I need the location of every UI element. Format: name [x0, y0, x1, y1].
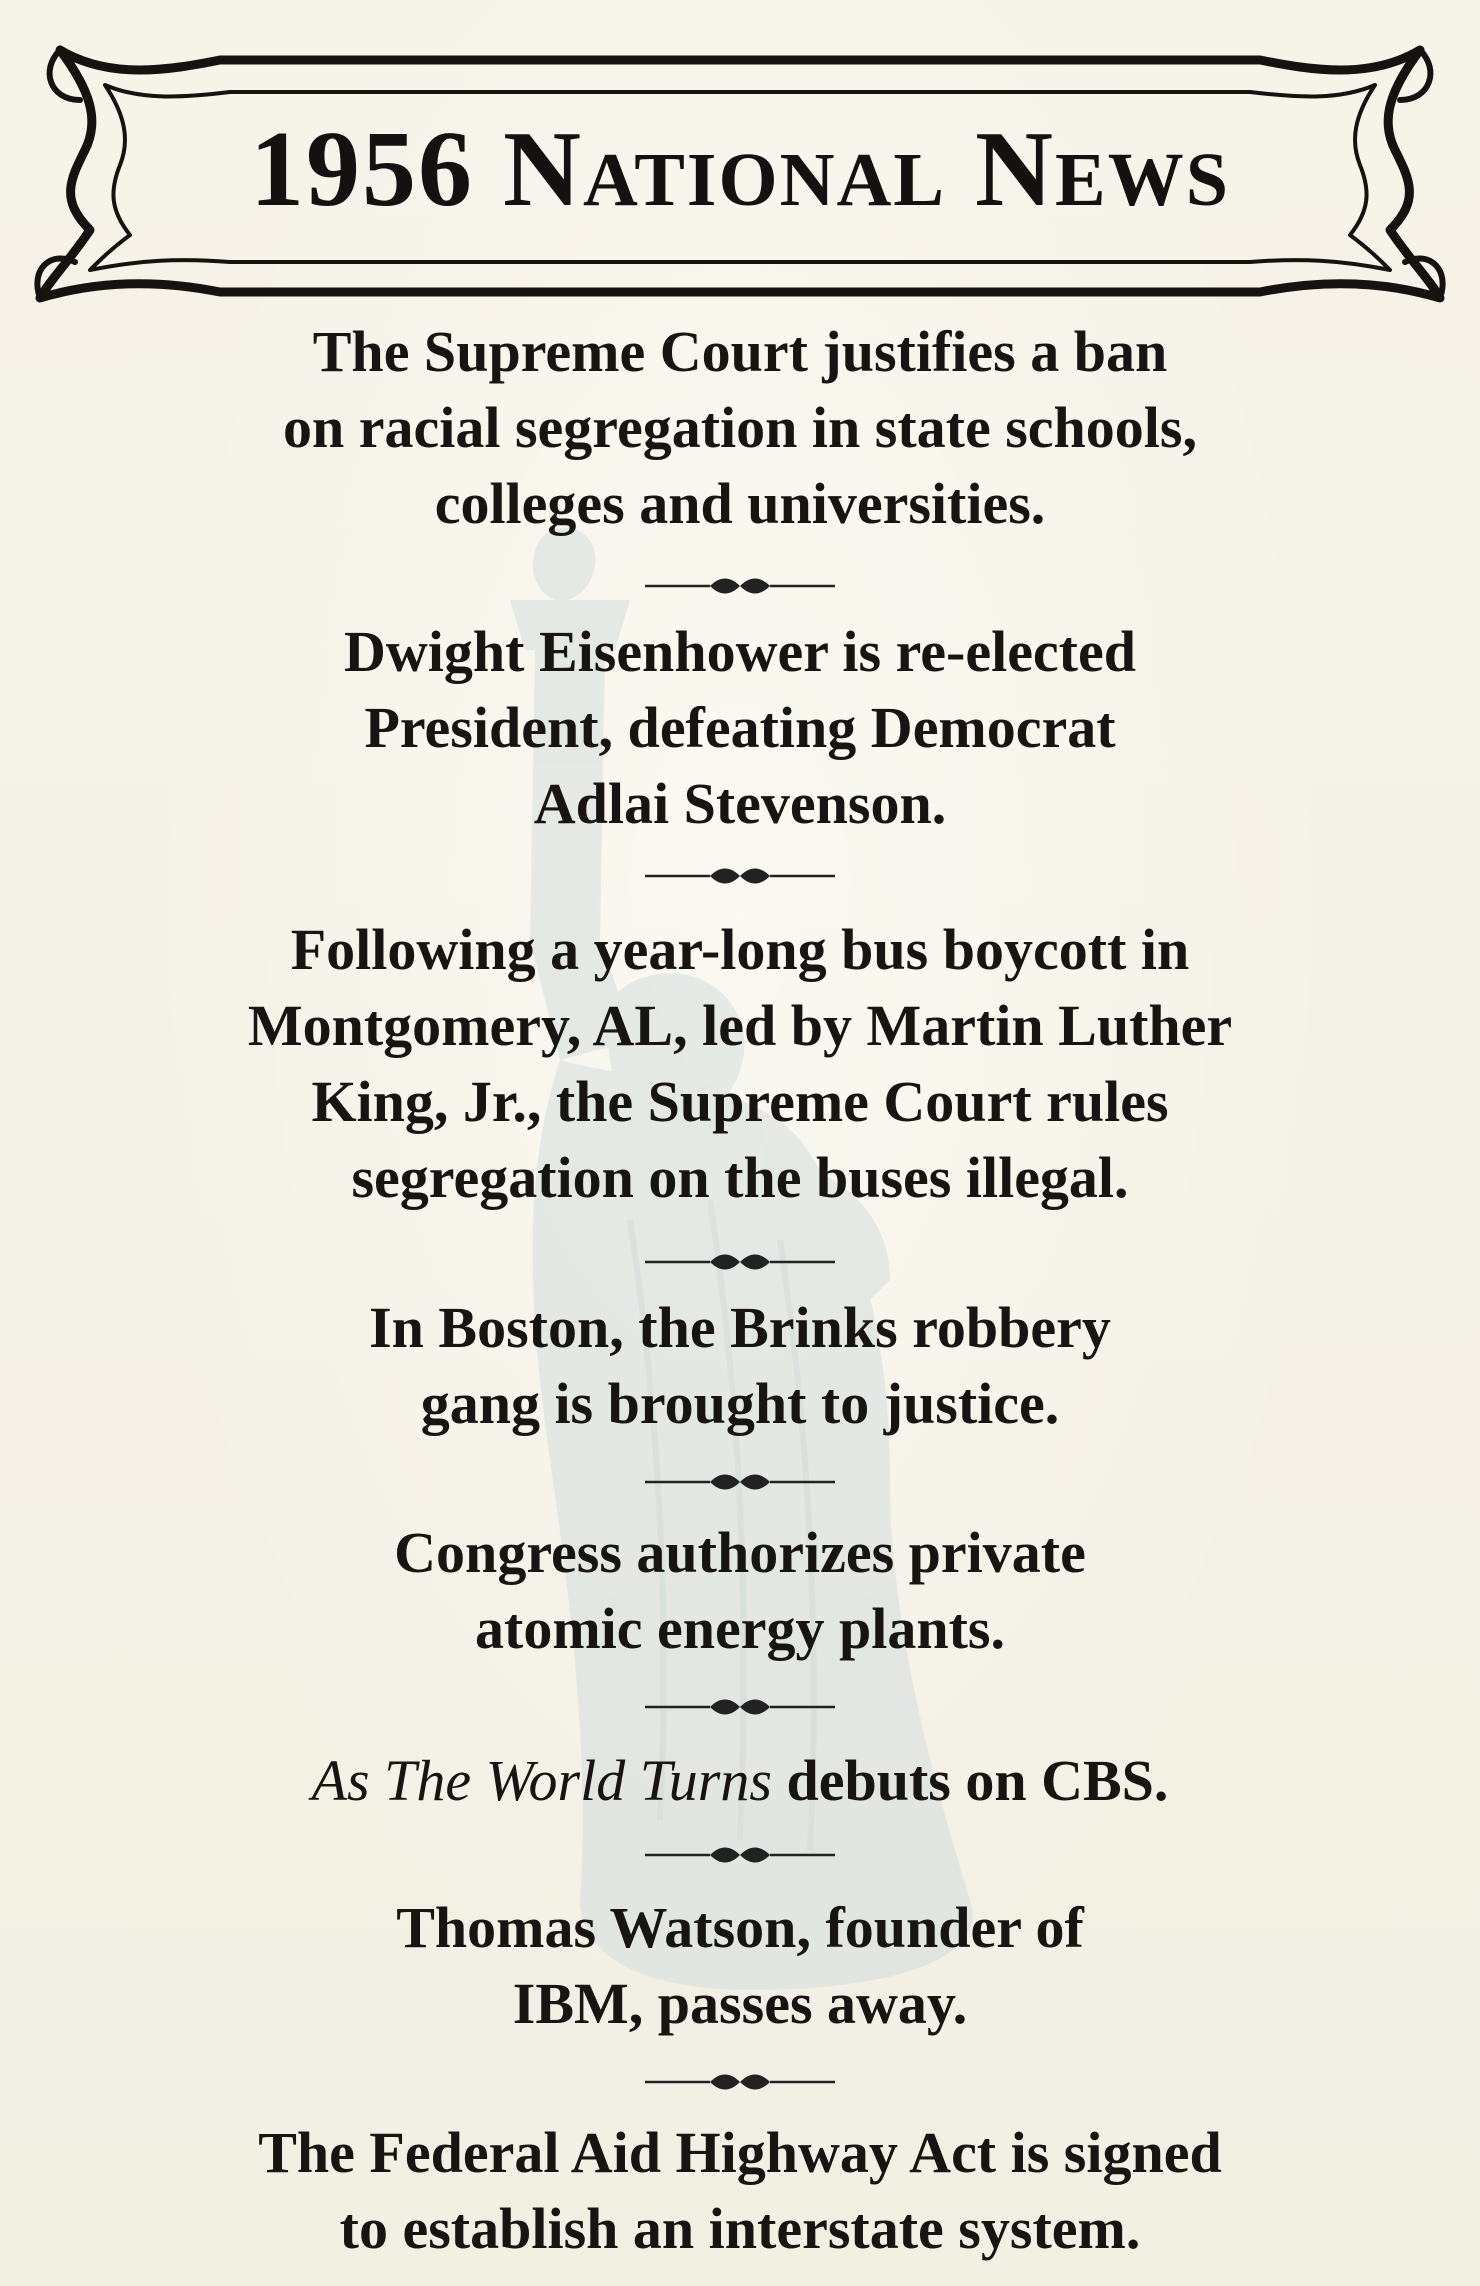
ornament-flourish-icon [640, 1250, 840, 1274]
page-title: 1956 National News [249, 110, 1231, 229]
news-line: IBM, passes away. [512, 1971, 968, 2036]
ornament-flourish-icon [640, 1695, 840, 1719]
ornament-flourish-icon [640, 864, 840, 888]
news-item [0, 1743, 1480, 1819]
ornament-flourish-icon [640, 574, 840, 598]
news-line: The Federal Aid Highway Act is signed [258, 2120, 1222, 2185]
news-line: atomic energy plants. [475, 1596, 1005, 1661]
news-line: Congress authorizes private [394, 1520, 1086, 1585]
news-item [0, 314, 1480, 542]
show-title: As The World Turns [311, 1748, 772, 1813]
news-line: Adlai Stevenson. [533, 771, 947, 836]
news-item [0, 1290, 1480, 1442]
news-line: colleges and universities. [434, 471, 1046, 536]
news-line: gang is brought to justice. [420, 1371, 1060, 1436]
news-line: Following a year-long bus boycott in [290, 917, 1190, 982]
news-line: segregation on the buses illegal. [351, 1145, 1129, 1210]
ornament-flourish-icon [640, 1843, 840, 1867]
news-text: debuts on CBS. [771, 1748, 1169, 1813]
news-item [0, 1515, 1480, 1667]
news-line [0, 1743, 1480, 1819]
news-item [0, 2115, 1480, 2267]
news-line: Dwight Eisenhower is re-elected [343, 619, 1136, 684]
news-line: In Boston, the Brinks robbery [369, 1295, 1111, 1360]
news-line: King, Jr., the Supreme Court rules [311, 1069, 1169, 1134]
news-line: President, defeating Democrat [364, 695, 1116, 760]
news-item [0, 912, 1480, 1216]
news-item [0, 1890, 1480, 2042]
news-line: on racial segregation in state schools, [283, 395, 1197, 460]
ornament-flourish-icon [640, 1470, 840, 1494]
news-item [0, 614, 1480, 842]
news-line: Montgomery, AL, led by Martin Luther [247, 993, 1233, 1058]
news-line: Thomas Watson, founder of [396, 1895, 1084, 1960]
news-line: to establish an interstate system. [339, 2196, 1141, 2261]
ornament-flourish-icon [640, 2070, 840, 2094]
title-banner [30, 30, 1450, 310]
news-line: The Supreme Court justifies a ban [312, 319, 1168, 384]
